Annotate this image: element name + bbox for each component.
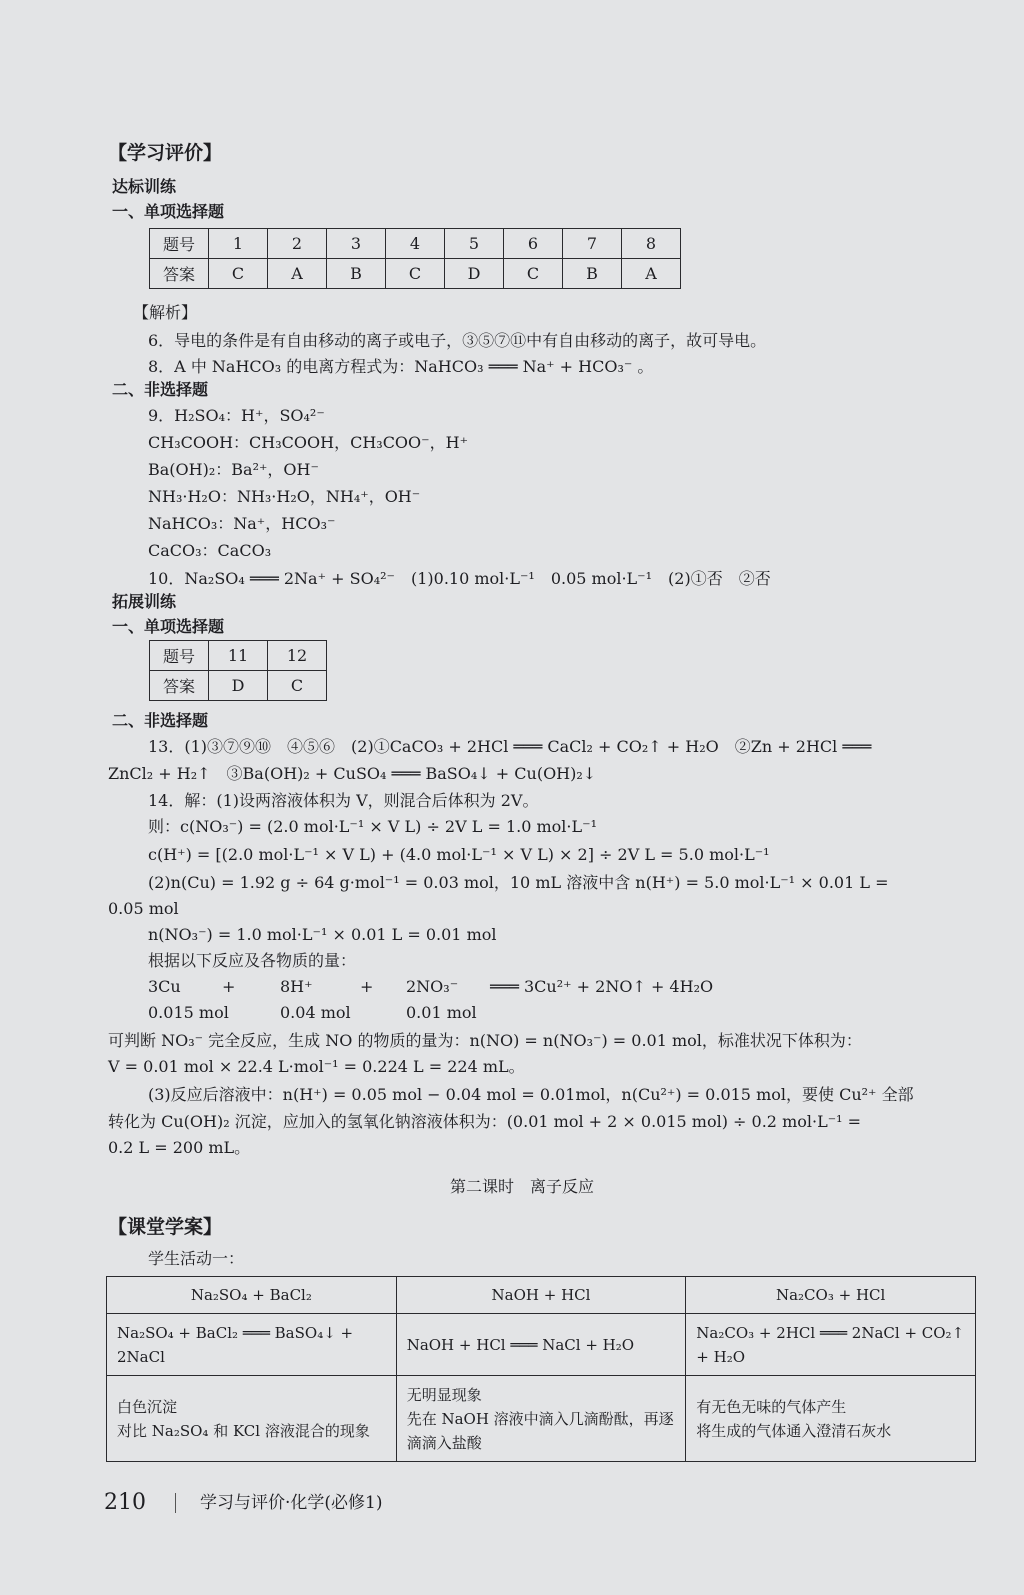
q14-line: 可判断 NO₃⁻ 完全反应，生成 NO 的物质的量为：n(NO) = n(NO₃⁻) = 0.01 mol，标准状况下体积为：	[108, 1031, 862, 1050]
q14-line: n(NO₃⁻) = 1.0 mol·L⁻¹ × 0.01 L = 0.01 mol	[148, 925, 497, 944]
q9-line: NaHCO₃：Na⁺，HCO₃⁻	[148, 514, 336, 533]
q9-line: CH₃COOH：CH₃COOH，CH₃COO⁻，H⁺	[148, 433, 469, 452]
section-header-evaluation: 【学习评价】	[108, 142, 223, 164]
page-number: 210	[104, 1490, 146, 1515]
table-row: Na₂SO₄ + BaCl₂ NaOH + HCl Na₂CO₃ + HCl	[107, 1277, 976, 1314]
q13-line1: 13．(1)③⑦⑨⑩ ④⑤⑥ (2)①CaCO₃ + 2HCl ═══ CaCl₂ + CO₂↑ + H₂O ②Zn + 2HCl ═══	[148, 737, 872, 756]
table-row: Na₂SO₄ + BaCl₂ ═══ BaSO₄↓ + 2NaCl NaOH + HCl ═══ NaCl + H₂O Na₂CO₃ + 2HCl ═══ 2NaCl + CO₂↑ + H₂O	[107, 1314, 976, 1376]
answer-table-1	[149, 228, 681, 289]
reaction-term: ═══ 3Cu²⁺ + 2NO↑ + 4H₂O	[490, 977, 714, 996]
q14-line: 14．解：(1)设两溶液体积为 V，则混合后体积为 2V。	[148, 791, 539, 810]
heading-non-choice-2: 二、非选择题	[112, 711, 209, 730]
q10-text: 10．Na₂SO₄ ═══ 2Na⁺ + SO₄²⁻ (1)0.10 mol·L⁻¹ 0.05 mol·L⁻¹ (2)①否 ②否	[148, 569, 771, 588]
heading-single-choice-1: 一、单项选择题	[112, 202, 225, 221]
table-row: 题号 1 2 3 4 5 6 7 8	[150, 229, 681, 259]
q9-line: Ba(OH)₂：Ba²⁺，OH⁻	[148, 460, 319, 479]
table-row: 白色沉淀 对比 Na₂SO₄ 和 KCl 溶液混合的现象 无明显现象 先在 NaOH 溶液中滴入几滴酚酞，再逐滴滴入盐酸 有无色无味的气体产生 将生成的气体通入澄清石灰水	[107, 1376, 976, 1462]
table-row: 答案 C A B C D C B A	[150, 259, 681, 289]
reaction-amount: 0.01 mol	[406, 1003, 477, 1022]
q14-line: 0.2 L = 200 mL。	[108, 1138, 251, 1157]
book-title: 学习与评价·化学(必修1)	[200, 1493, 383, 1513]
subheading-dabiao: 达标训练	[112, 177, 177, 196]
q9-line: NH₃·H₂O：NH₃·H₂O，NH₄⁺，OH⁻	[148, 487, 421, 506]
q14-line: V = 0.01 mol × 22.4 L·mol⁻¹ = 0.224 L = 224 mL。	[108, 1057, 525, 1076]
reaction-term: 8H⁺	[280, 977, 313, 996]
reaction-term: 3Cu	[148, 977, 181, 996]
subheading-tuozhan: 拓展训练	[112, 592, 177, 611]
q9-line: CaCO₃：CaCO₃	[148, 541, 272, 560]
lesson-title: 第二课时 离子反应	[450, 1177, 595, 1196]
q13-line2: ZnCl₂ + H₂↑ ③Ba(OH)₂ + CuSO₄ ═══ BaSO₄↓ + Cu(OH)₂↓	[108, 764, 597, 783]
reaction-amount: 0.015 mol	[148, 1003, 229, 1022]
q14-line: 0.05 mol	[108, 899, 179, 918]
q8-text: 8．A 中 NaHCO₃ 的电离方程式为：NaHCO₃ ═══ Na⁺ + HCO₃⁻ 。	[148, 357, 654, 376]
table-row: 答案 D C	[150, 671, 327, 701]
section-header-classroom: 【课堂学案】	[108, 1216, 223, 1238]
reaction-amount: 0.04 mol	[280, 1003, 351, 1022]
table-row: 题号 11 12	[150, 641, 327, 671]
q14-line: 则：c(NO₃⁻) = (2.0 mol·L⁻¹ × V L) ÷ 2V L = 1.0 mol·L⁻¹	[148, 817, 597, 836]
reaction-term: +	[360, 977, 374, 996]
reaction-term: 2NO₃⁻	[406, 977, 459, 996]
heading-single-choice-2: 一、单项选择题	[112, 617, 225, 636]
heading-non-choice-1: 二、非选择题	[112, 380, 209, 399]
q9-line: 9．H₂SO₄：H⁺，SO₄²⁻	[148, 406, 325, 425]
q14-line: (2)n(Cu) = 1.92 g ÷ 64 g·mol⁻¹ = 0.03 mol，10 mL 溶液中含 n(H⁺) = 5.0 mol·L⁻¹ × 0.01 L =	[148, 873, 889, 892]
q14-line: (3)反应后溶液中：n(H⁺) = 0.05 mol − 0.04 mol = 0.01mol，n(Cu²⁺) = 0.015 mol，要使 Cu²⁺ 全部	[148, 1085, 914, 1104]
q14-line: 根据以下反应及各物质的量：	[148, 951, 357, 970]
analysis-label: 【解析】	[133, 303, 198, 322]
q14-line: c(H⁺) = [(2.0 mol·L⁻¹ × V L) + (4.0 mol·L⁻¹ × V L) × 2] ÷ 2V L = 5.0 mol·L⁻¹	[148, 845, 770, 864]
experiment-table	[106, 1276, 976, 1462]
q14-line: 转化为 Cu(OH)₂ 沉淀，应加入的氢氧化钠溶液体积为：(0.01 mol + 2 × 0.015 mol) ÷ 0.2 mol·L⁻¹ =	[108, 1112, 862, 1131]
reaction-term: +	[222, 977, 236, 996]
q6-text: 6．导电的条件是有自由移动的离子或电子，③⑤⑦⑪中有自由移动的离子，故可导电。	[148, 331, 767, 350]
footer-divider	[175, 1493, 176, 1513]
answer-table-2	[149, 640, 327, 701]
activity-label: 学生活动一：	[148, 1249, 245, 1268]
